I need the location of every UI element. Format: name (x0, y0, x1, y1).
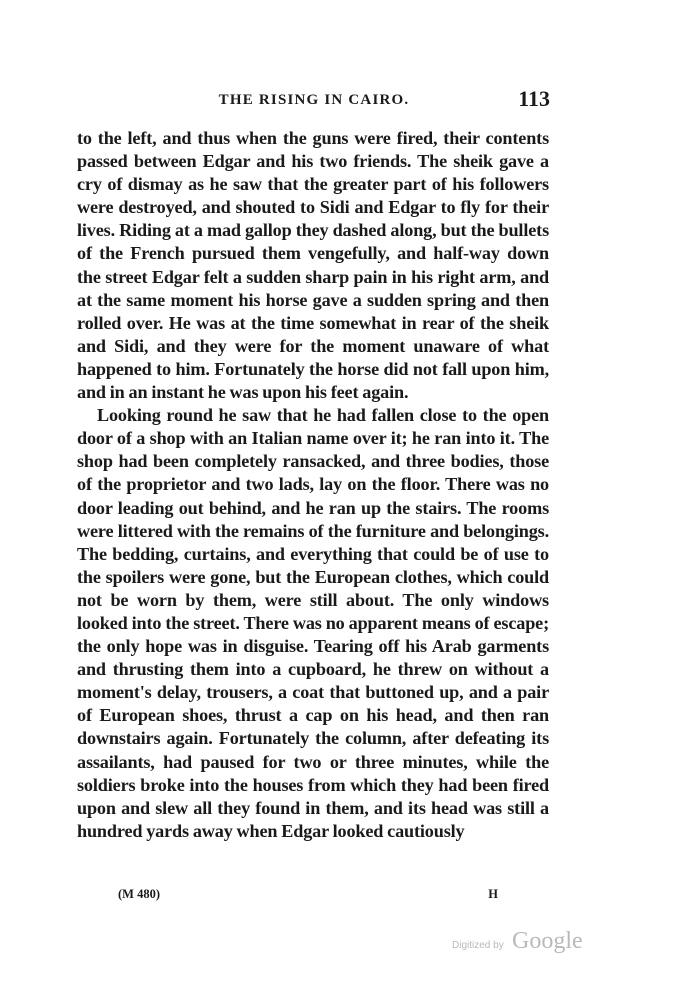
paragraph: Looking round he saw that he had fallen close to the open door of a shop with an Italian name over it; he ran into it. The shop had been completely ransacked, and three bodies, those of the proprietor and two lads, lay on the floor. There was no door leading out behind, and he ran up the stairs. The rooms were littered with the remains of the furniture and belongings. The bedding, curtains, and everything that could be of use to the spoilers were gone, but the European clothes, which could not be worn by them, were still about. The only windows looked into the street. There was no apparent means of escape; the only hope was in disguise. Tearing off his Arab garments and thrusting them into a cupboard, he threw on without a moment's delay, trousers, a coat that buttoned up, and a pair of European shoes, thrust a cap on his head, and then ran downstairs again. Fortunately the column, after defeating its assailants, had paused for two or three minutes, while the soldiers broke into the houses from which they had been fired upon and slew all they found in them, and its head was still a hundred yards away when Edgar looked cautiously (77, 405, 549, 841)
watermark-prefix: Digitized by (452, 940, 504, 951)
page-footer (118, 887, 498, 907)
running-title: THE RISING IN CAIRO. (218, 92, 410, 108)
body-text (77, 127, 549, 843)
page-number: 113 (518, 86, 550, 111)
running-head (78, 86, 550, 116)
signature-letter: H (488, 887, 498, 901)
digitized-watermark (452, 928, 602, 958)
signature-mark: (M 480) (118, 887, 160, 901)
paragraph-continued: to the left, and thus when the guns were fired, their contents passed between Edgar and his two friends. The sheik gave a cry of dismay as he saw that the greater part of his followers were destroyed, and shouted to Sidi and Edgar to fly for their lives. Riding at a mad gallop they dashed along, but the bullets of the French pursued them vengefully, and half-way down the street Edgar felt a sudden sharp pain in his right arm, and at the same moment his horse gave a sudden spring and then rolled over. He was at the time somewhat in rear of the sheik and Sidi, and they were for the moment unaware of what happened to him. Fortunately the horse did not fall upon him, and in an instant he was upon his feet again. (77, 128, 549, 403)
google-logo: Google (512, 928, 583, 954)
